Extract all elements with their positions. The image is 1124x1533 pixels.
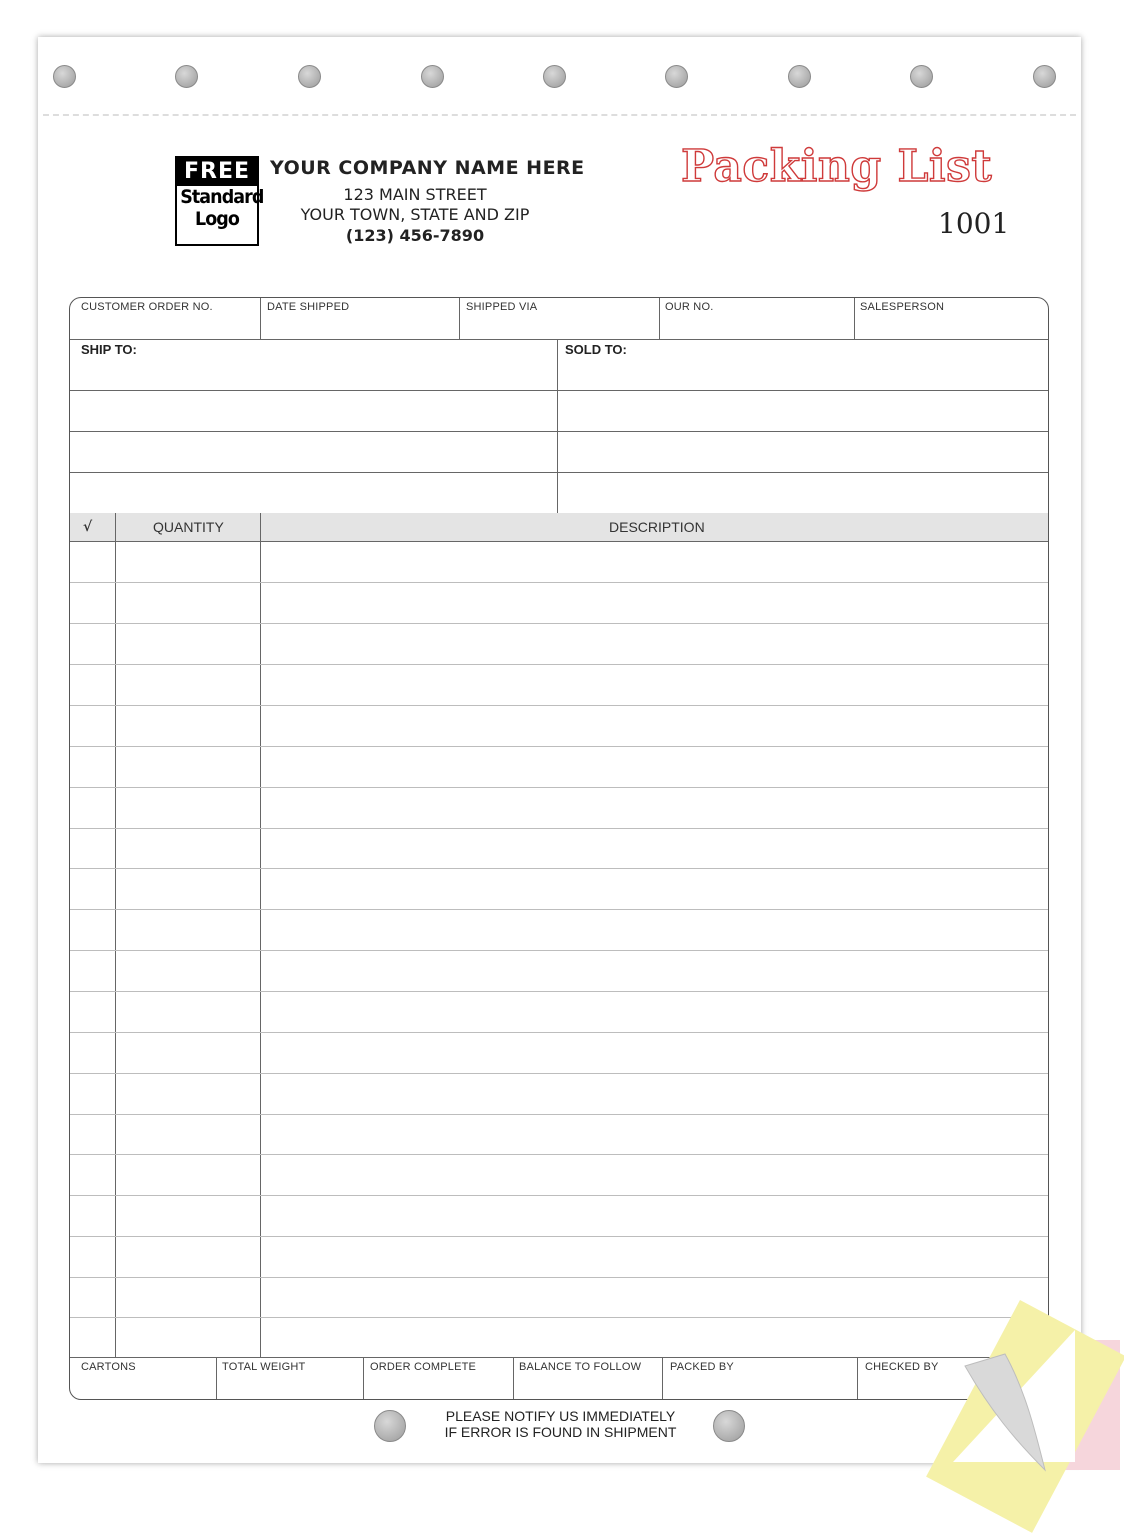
page-curl-icon: [935, 1330, 1075, 1500]
field-checked-by[interactable]: CHECKED BY: [865, 1361, 939, 1373]
field-packed-by[interactable]: PACKED BY: [670, 1361, 734, 1373]
description-header: DESCRIPTION: [609, 519, 705, 535]
binding-hole: [910, 65, 933, 88]
company-phone: (123) 456-7890: [345, 226, 485, 245]
logo-free-text: FREE: [177, 158, 257, 186]
quantity-header: QUANTITY: [153, 519, 224, 535]
binding-hole: [665, 65, 688, 88]
field-date-shipped[interactable]: DATE SHIPPED: [267, 301, 350, 313]
logo-standard-text: Standard: [180, 186, 264, 208]
form-sheet: [38, 37, 1081, 1463]
footer-notice-line1: PLEASE NOTIFY US IMMEDIATELY: [445, 1408, 676, 1424]
field-balance-to-follow[interactable]: BALANCE TO FOLLOW: [519, 1361, 642, 1373]
field-total-weight[interactable]: TOTAL WEIGHT: [222, 1361, 306, 1373]
binding-hole: [788, 65, 811, 88]
sold-to-label: SOLD TO:: [565, 342, 627, 357]
field-order-complete[interactable]: ORDER COMPLETE: [370, 1361, 477, 1373]
field-our-no[interactable]: OUR NO.: [665, 301, 714, 313]
binding-hole: [543, 65, 566, 88]
checkmark-icon: √: [83, 519, 93, 535]
field-cartons[interactable]: CARTONS: [81, 1361, 136, 1373]
logo-placeholder: [175, 156, 264, 246]
document-title: Packing List: [681, 141, 993, 192]
field-customer-order-no[interactable]: CUSTOMER ORDER NO.: [81, 301, 213, 313]
field-salesperson[interactable]: SALESPERSON: [860, 301, 945, 313]
packing-form: [69, 297, 1049, 1400]
footer-notice: [338, 1408, 783, 1440]
company-town: YOUR TOWN, STATE AND ZIP: [300, 205, 530, 224]
ship-to-label: SHIP TO:: [81, 342, 137, 357]
binding-hole: [421, 65, 444, 88]
perforation-line: [43, 114, 1076, 116]
binding-hole: [1033, 65, 1056, 88]
footer-notice-line2: IF ERROR IS FOUND IN SHIPMENT: [444, 1424, 677, 1440]
binding-hole: [298, 65, 321, 88]
document-number: 1001: [938, 207, 1010, 240]
field-shipped-via[interactable]: SHIPPED VIA: [466, 301, 538, 313]
company-name: YOUR COMPANY NAME HERE: [270, 157, 585, 179]
company-street: 123 MAIN STREET: [343, 185, 487, 204]
logo-logo-text: Logo: [194, 208, 239, 230]
binding-hole: [53, 65, 76, 88]
binding-hole: [175, 65, 198, 88]
